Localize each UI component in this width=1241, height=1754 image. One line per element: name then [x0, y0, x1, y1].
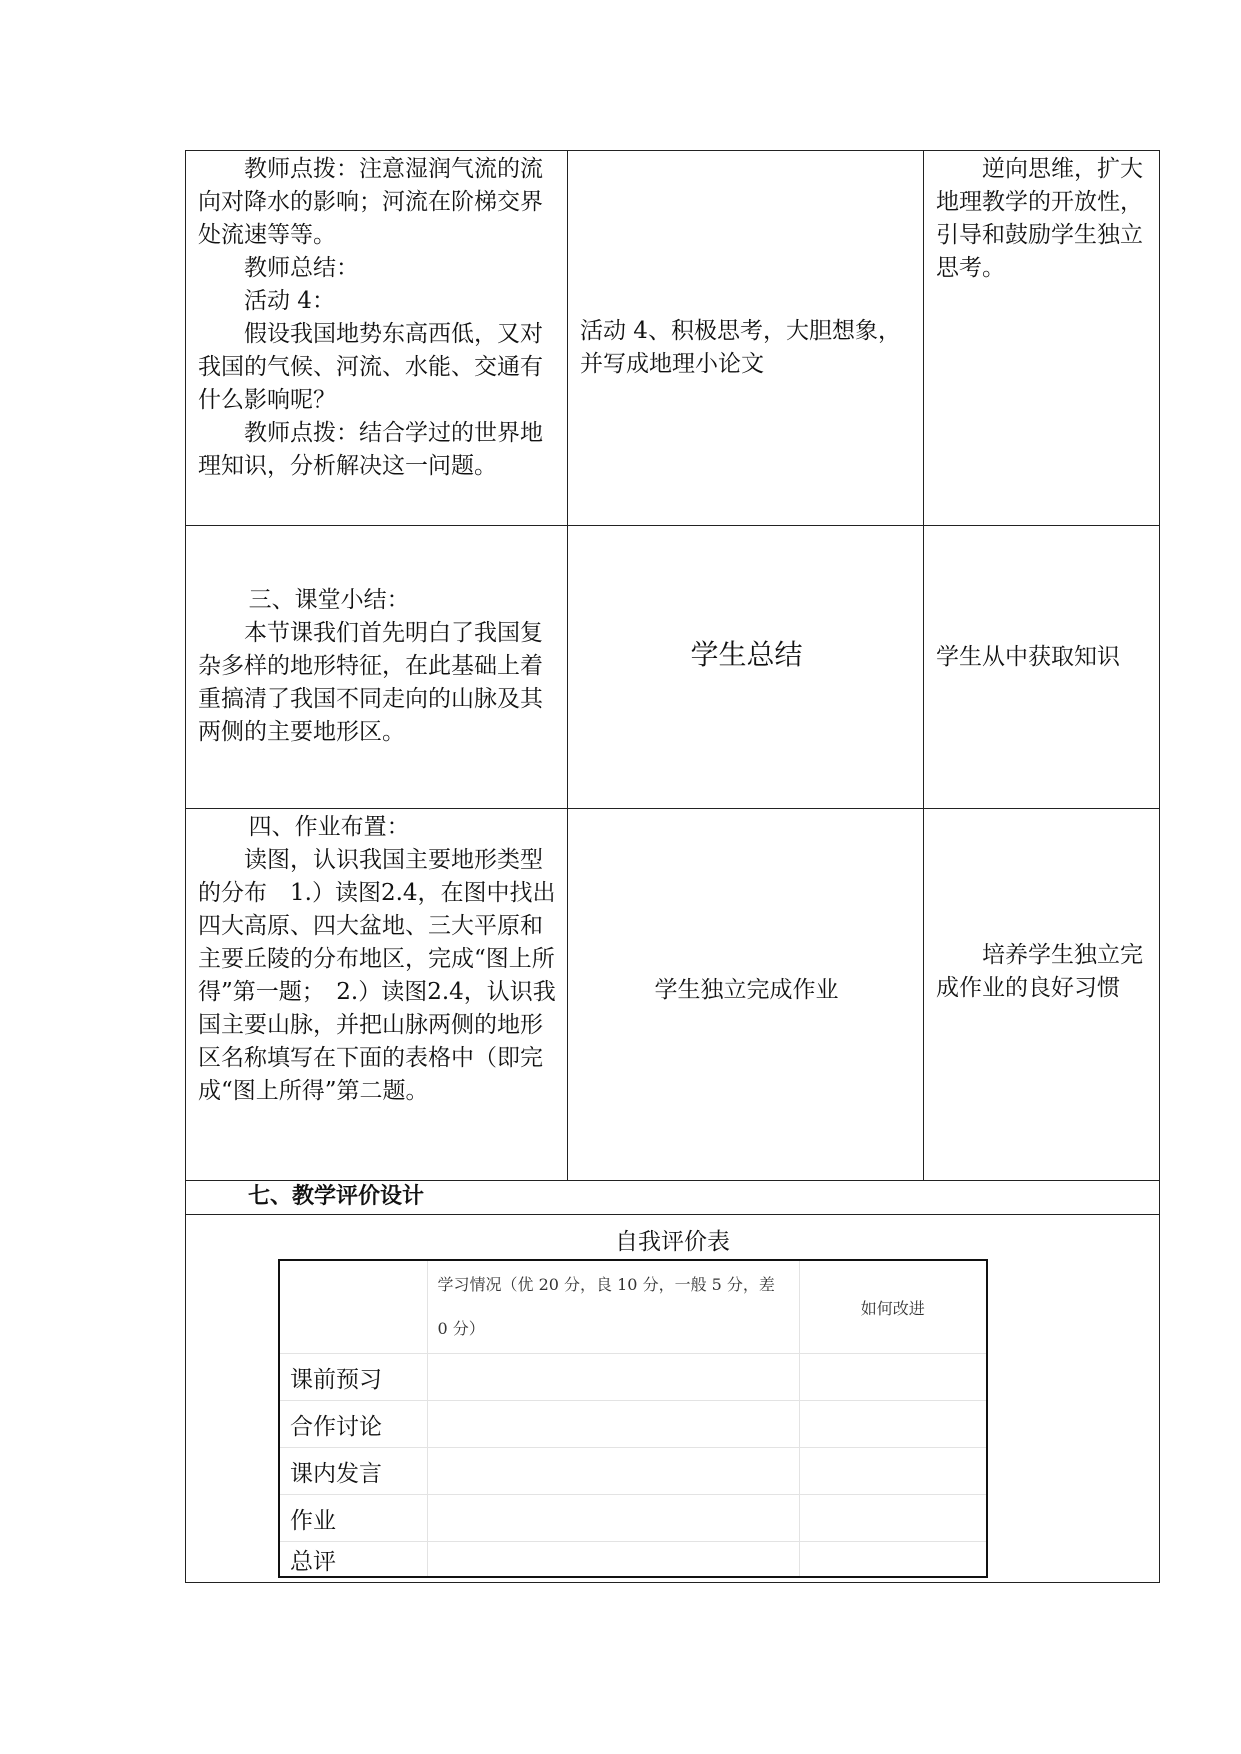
table-row: [186, 151, 1160, 526]
teacher-text: 四、作业布置：: [248, 814, 410, 840]
teacher-text: 读图，认识我国主要地形类型的分布 1.）读图2.4，在图中找出四大高原、四大盆地、三大平原和主要丘陵的分布地区，完成“图上所得”第一题； 2.）读图2.4，认识我国主要山脉，并把山脉两侧的地形区名称填写在下面的表格中（即完成“图上所得”第二题。: [198, 847, 556, 1104]
study-input[interactable]: [427, 1401, 799, 1448]
item-label: 课前预习: [279, 1354, 427, 1401]
student-activity-cell: [568, 151, 924, 526]
item-label: 合作讨论: [279, 1401, 427, 1448]
teacher-text: 活动 4：: [244, 288, 335, 314]
improve-input[interactable]: [799, 1542, 987, 1578]
header-blank: [279, 1260, 427, 1354]
item-label: 总评: [279, 1542, 427, 1578]
study-input[interactable]: [427, 1448, 799, 1495]
teacher-text: 本节课我们首先明白了我国复杂多样的地形特征，在此基础上着重搞清了我国不同走向的山脉及其两侧的主要地形区。: [198, 620, 543, 745]
intent-text: 培养学生独立完成作业的良好习惯: [936, 942, 1143, 1001]
teacher-text: 教师点拨：注意湿润气流的流向对降水的影响；河流在阶梯交界处流速等等。: [198, 156, 543, 248]
intent-text: 逆向思维，扩大地理教学的开放性，引导和鼓励学生独立思考。: [936, 156, 1143, 281]
teacher-activity-cell: [186, 809, 568, 1181]
self-evaluation-table: [278, 1259, 988, 1578]
teacher-text: 教师点拨：结合学过的世界地理知识，分析解决这一问题。: [198, 420, 543, 479]
table-row: [279, 1542, 987, 1578]
table-row: [186, 1215, 1160, 1583]
study-input[interactable]: [427, 1495, 799, 1542]
header-study: 学习情况（优 20 分，良 10 分，一般 5 分，差 0 分）: [427, 1260, 799, 1354]
teacher-text: 教师总结：: [244, 255, 359, 281]
section-title: 七、教学评价设计: [248, 1184, 425, 1209]
table-row: [279, 1260, 987, 1354]
teacher-text: 假设我国地势东高西低，又对我国的气候、河流、水能、交通有什么影响呢？: [198, 321, 543, 413]
study-input[interactable]: [427, 1542, 799, 1578]
improve-input[interactable]: [799, 1401, 987, 1448]
design-intent-cell: [924, 151, 1160, 526]
evaluation-cell: [186, 1215, 1160, 1583]
table-row: [279, 1401, 987, 1448]
item-label: 作业: [279, 1495, 427, 1542]
study-input[interactable]: [427, 1354, 799, 1401]
header-improve: 如何改进: [799, 1260, 987, 1354]
improve-input[interactable]: [799, 1448, 987, 1495]
student-text: 学生总结: [690, 638, 803, 671]
item-label: 课内发言: [279, 1448, 427, 1495]
table-row: [279, 1354, 987, 1401]
student-activity-cell: [568, 526, 924, 809]
table-row: [186, 526, 1160, 809]
student-activity-cell: [568, 809, 924, 1181]
teacher-text: 三、课堂小结：: [248, 587, 410, 613]
student-text: 学生独立完成作业: [654, 977, 839, 1003]
teacher-activity-cell: [186, 526, 568, 809]
design-intent-cell: [924, 809, 1160, 1181]
lesson-plan-table: [185, 150, 1160, 1583]
table-row: [279, 1495, 987, 1542]
teacher-activity-cell: [186, 151, 568, 526]
intent-text: 学生从中获取知识: [936, 644, 1120, 670]
section-heading-cell: [186, 1181, 1160, 1215]
evaluation-title: 自我评价表: [615, 1229, 730, 1255]
student-text: 活动 4、积极思考，大胆想象，并写成地理小论文: [580, 318, 901, 377]
improve-input[interactable]: [799, 1495, 987, 1542]
design-intent-cell: [924, 526, 1160, 809]
table-row: [186, 809, 1160, 1181]
table-row: [279, 1448, 987, 1495]
improve-input[interactable]: [799, 1354, 987, 1401]
table-row: [186, 1181, 1160, 1215]
